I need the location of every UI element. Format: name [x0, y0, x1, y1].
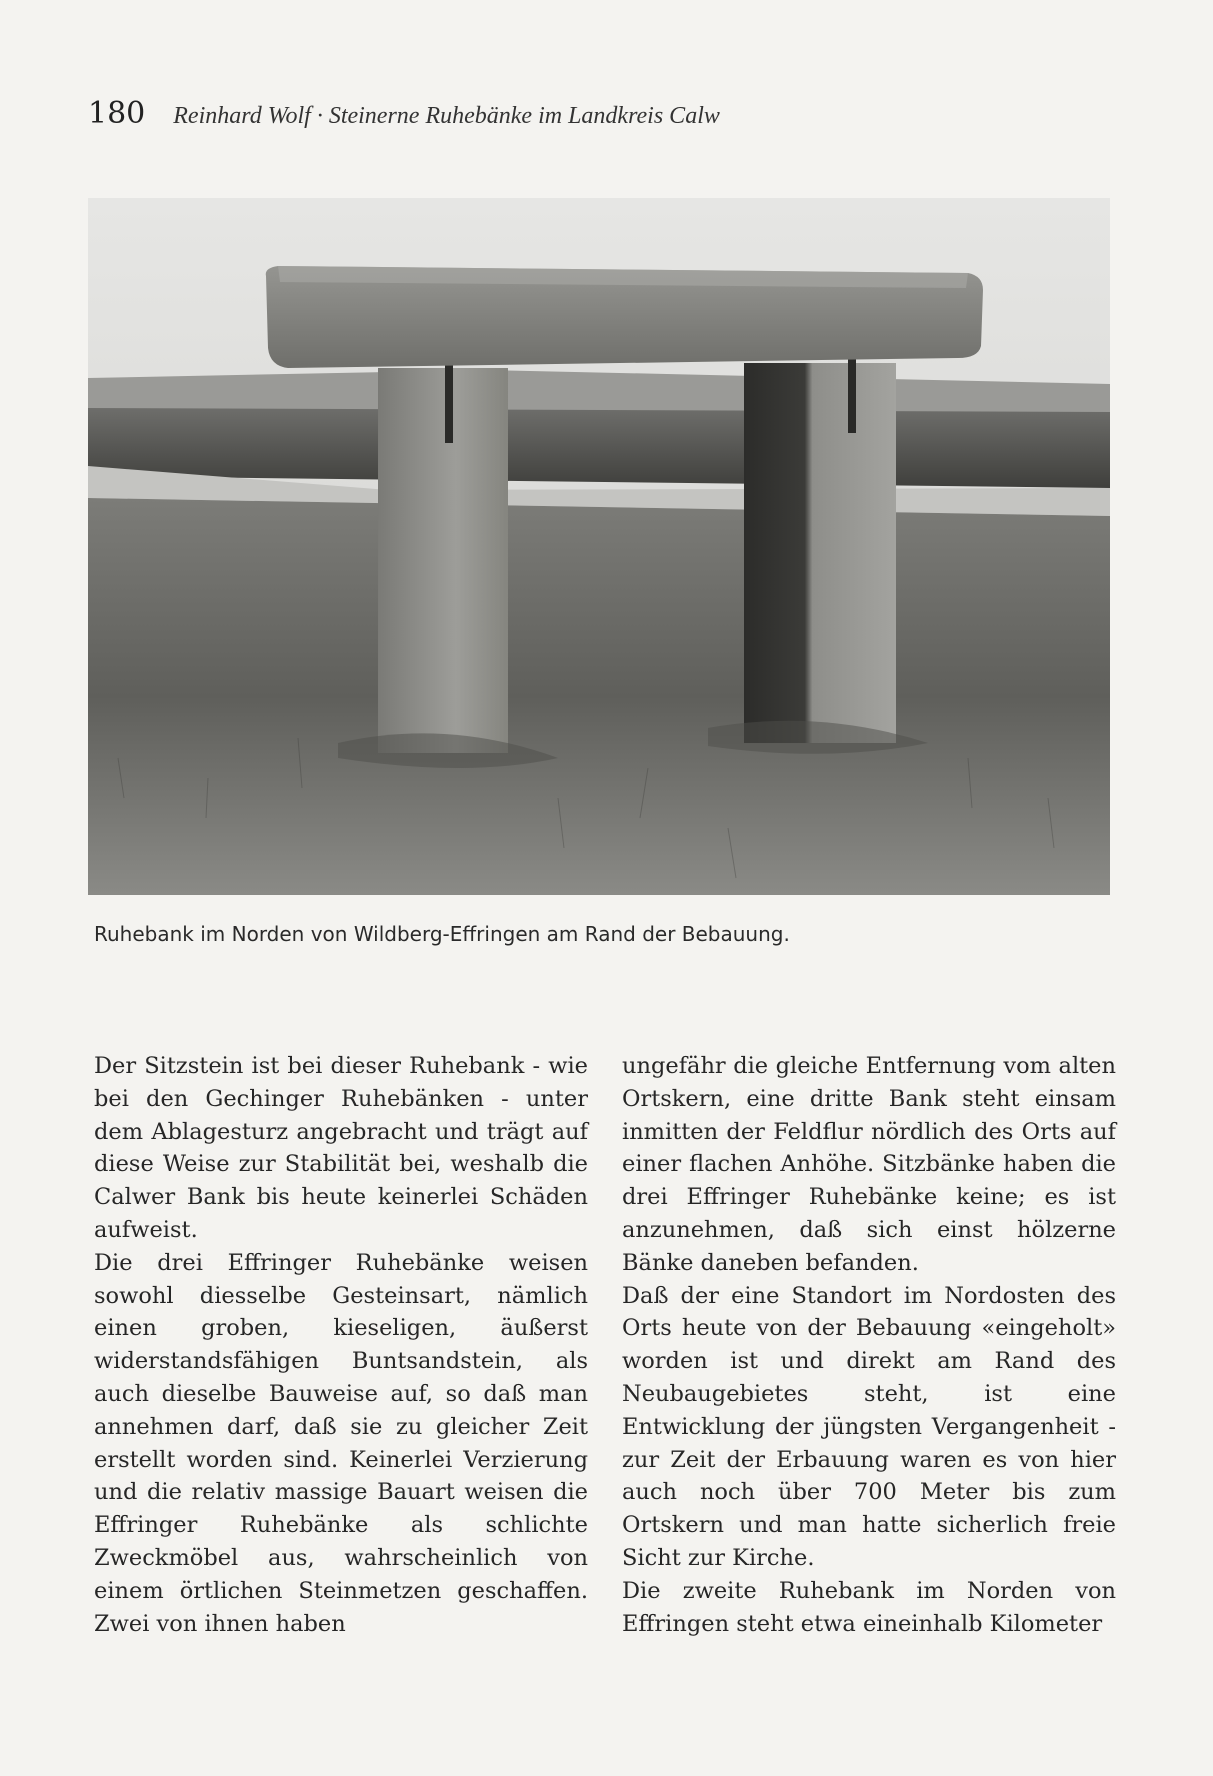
- stone-bench-illustration: [88, 198, 1110, 895]
- paragraph: Die drei Effringer Ruhebänke weisen sowohl diesselbe Gesteinsart, nämlich einen groben, kieseligen, äußerst widerstandsfähigen Buntsandstein, als auch dieselbe Bauweise auf, so daß man annehmen darf, daß sie zu gleicher Zeit erstellt worden sind. Keinerlei Verzierung und die relativ massige Bauart weisen die Effringer Ruhebänke als schlichte Zweckmöbel aus, wahrscheinlich von einem örtlichen Steinmetzen geschaffen. Zwei von ihnen haben: [94, 1249, 588, 1637]
- paragraph: ungefähr die gleiche Entfernung vom alten Ortskern, eine dritte Bank steht einsam inmitten der Feldflur nördlich des Orts auf einer flachen Anhöhe. Sitzbänke haben die drei Effringer Ruhebänke keine; es ist anzunehmen, daß sich einst hölzerne Bänke daneben befanden.: [622, 1053, 1116, 1276]
- photo-stone-bench: [88, 198, 1110, 895]
- paragraph: Die zweite Ruhebank im Norden von Effringen steht etwa eineinhalb Kilometer: [622, 1577, 1116, 1637]
- text-column-left: [94, 1050, 588, 1640]
- text-column-right: [622, 1050, 1116, 1640]
- paragraph: Der Sitzstein ist bei dieser Ruhebank - wie bei den Gechinger Ruhebänken - unter dem Ablagesturz angebracht und trägt auf diese Weise zur Stabilität bei, weshalb die Calwer Bank bis heute keinerlei Schäden aufweist.: [94, 1053, 588, 1243]
- page-number: 180: [88, 96, 146, 131]
- figure-caption: Ruhebank im Norden von Wildberg-Effringen am Rand der Bebauung.: [94, 922, 790, 946]
- running-head: [88, 96, 720, 131]
- paragraph: Daß der eine Standort im Nordosten des Orts heute von der Bebauung «eingeholt» worden ist und direkt am Rand des Neubaugebietes steht, ist eine Entwicklung der jüngsten Vergangenheit - zur Zeit der Erbauung waren es von hier auch noch über 700 Meter bis zum Ortskern und man hatte sicherlich freie Sicht zur Kirche.: [622, 1282, 1116, 1571]
- running-title: Reinhard Wolf · Steinerne Ruhebänke im Landkreis Calw: [173, 103, 720, 129]
